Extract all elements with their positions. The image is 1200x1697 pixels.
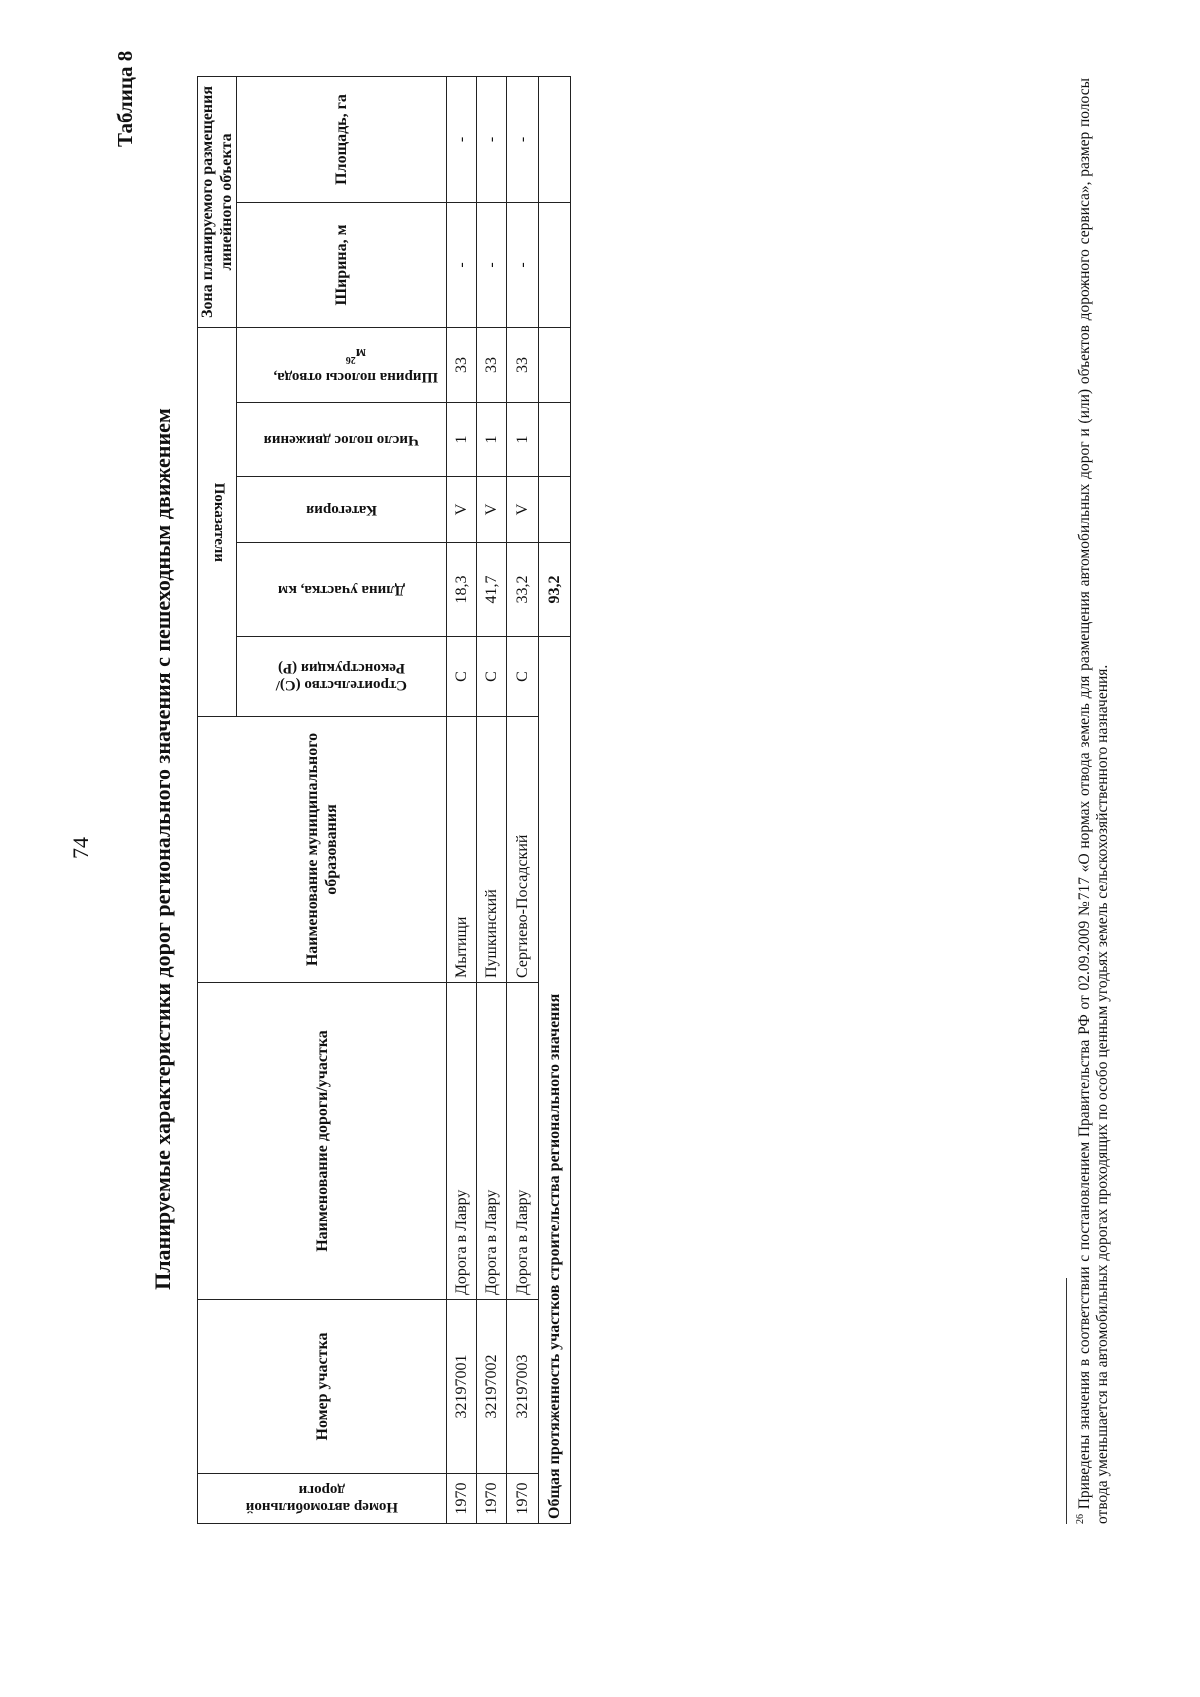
total-label: Общая протяженность участков строительства регионального значения — [539, 637, 571, 1524]
footnote-divider — [1066, 1278, 1067, 1524]
header-length: Длина участка, км — [237, 543, 447, 637]
header-indicators: Показатели — [198, 327, 237, 716]
header-road-number: Номер автомобильной дороги — [198, 1474, 447, 1524]
header-zone-width: Ширина, м — [237, 202, 447, 327]
table-row: 1970 32197002 Дорога в Лавру Пушкинский С 41,7 V 1 33 - - — [477, 76, 507, 1523]
header-lanes: Число полос движения — [237, 403, 447, 477]
footnote-text: Приведены значения в соответствии с постановлением Правительства РФ от 02.09.2009 №717 «О нормах отвода земель для размещения автомобильных дорог и (или) объектов дорожного сервиса», размер полосы отвода уменьшается на автомобильных дорогах проходящих по особо ценным угодьях земель сельскохозяйственного назначения. — [1076, 78, 1112, 1524]
roads-table — [197, 76, 571, 1524]
page-title: Планируемые характеристики дорог регионального значения с пешеходным движением — [150, 408, 175, 1290]
header-zone: Зона планируемого размещения линейного объекта — [198, 76, 237, 327]
table-row: 1970 32197003 Дорога в Лавру Сергиево-Посадский С 33,2 V 1 33 - - — [507, 76, 539, 1523]
page-number: 74 — [68, 837, 93, 859]
header-row-width: Ширина полосы отвода, $м^{26}$ — [267, 327, 447, 402]
total-row — [539, 76, 571, 1523]
footnote — [1072, 78, 1112, 1524]
total-length: 93,2 — [539, 543, 571, 637]
table-row: 1970 32197001 Дорога в Лавру Мытищи С 18,3 V 1 33 - - — [447, 76, 477, 1523]
header-zone-area: Площадь, га — [237, 76, 447, 202]
table-label: Таблица 8 — [113, 50, 137, 147]
header-road-name: Наименование дороги/участка — [198, 983, 447, 1300]
header-section-number: Номер участка — [198, 1300, 447, 1474]
header-construction: Строительство (С)/ Реконструкция (Р) — [237, 637, 447, 717]
header-municipality: Наименование муниципального образования — [198, 717, 447, 983]
footnote-marker: 26 — [1075, 1514, 1086, 1524]
header-category: Категория — [237, 477, 447, 543]
